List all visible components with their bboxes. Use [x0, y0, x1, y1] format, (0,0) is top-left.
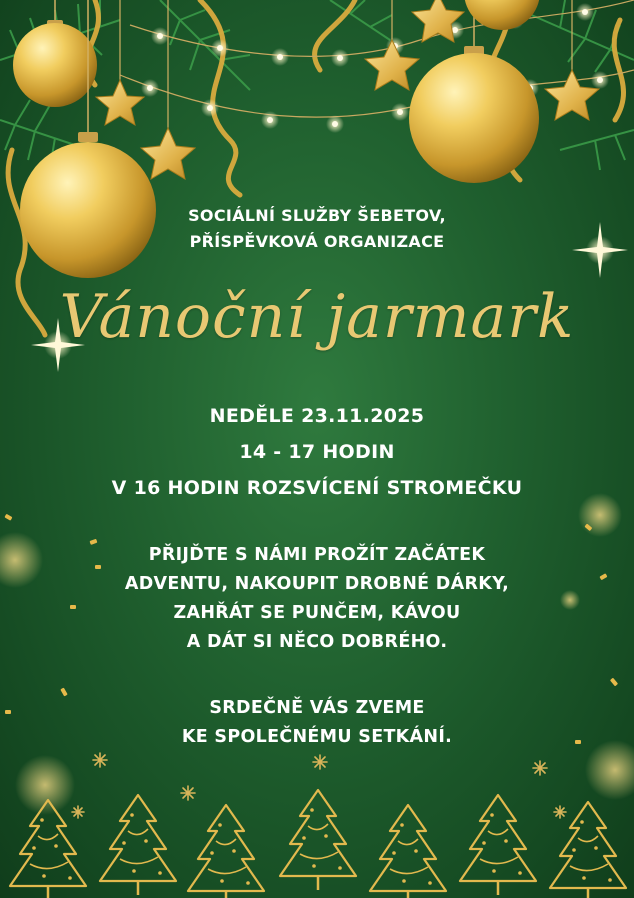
- organization-line-1: SOCIÁLNÍ SLUŽBY ŠEBETOV,: [188, 206, 446, 225]
- event-details: [0, 403, 634, 502]
- event-time: 14 - 17 HODIN: [239, 441, 395, 463]
- welcome-line-1: SRDEČNĚ VÁS ZVEME: [209, 698, 425, 718]
- tree-lighting-note: V 16 HODIN ROZSVÍCENÍ STROMEČKU: [111, 477, 523, 499]
- invitation-line-2: ADVENTU, NAKOUPIT DROBNÉ DÁRKY,: [124, 574, 510, 594]
- invitation-line-3: ZAHŘÁT SE PUNČEM, KÁVOU: [173, 603, 461, 623]
- christmas-tree-outline-icon: [460, 795, 536, 895]
- christmas-tree-outline-icon: [370, 805, 446, 898]
- star-ornament-icon: [96, 0, 144, 125]
- organization-line-2: PŘÍSPĚVKOVÁ ORGANIZACE: [189, 232, 445, 251]
- page-title: Vánoční jarmark: [59, 282, 575, 352]
- welcome-line-2: KE SPOLEČNÉMU SETKÁNÍ.: [181, 727, 453, 747]
- christmas-tree-outline-icon: [100, 795, 176, 895]
- organization-name: [0, 203, 634, 255]
- star-ornament-icon: [365, 0, 419, 90]
- christmas-tree-outline-icon: [280, 790, 356, 890]
- invitation-line-4: A DÁT SI NĚCO DOBRÉHO.: [186, 632, 448, 652]
- welcome-text: [0, 694, 634, 752]
- christmas-bauble-icon: [464, 0, 540, 30]
- christmas-tree-outline-icon: [550, 802, 626, 898]
- christmas-tree-outline-icon: [188, 805, 264, 898]
- christmas-bauble-icon: [13, 0, 97, 107]
- event-date: NEDĚLE 23.11.2025: [209, 405, 425, 427]
- invitation-line-1: PŘIJĎTE S NÁMI PROŽÍT ZAČÁTEK: [148, 545, 486, 565]
- invitation-text: [0, 541, 634, 657]
